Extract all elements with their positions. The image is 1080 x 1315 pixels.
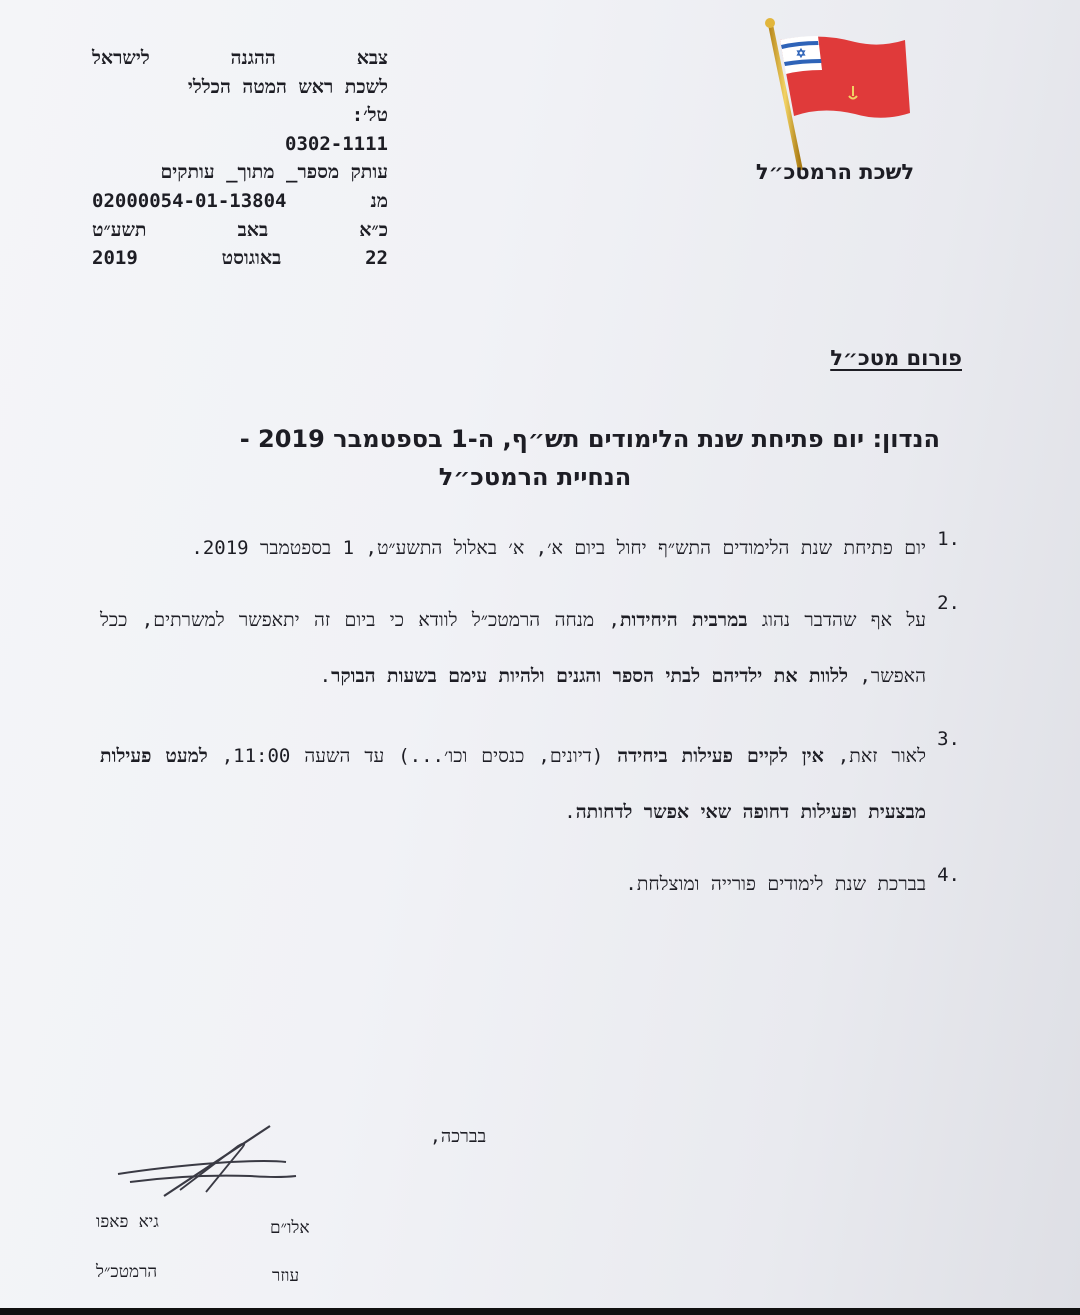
assistant-role: עוזר	[272, 1266, 300, 1286]
letterhead-row	[92, 244, 388, 273]
screen-bottom-edge	[0, 1308, 1080, 1315]
directive-item	[100, 592, 960, 704]
item-text	[100, 528, 926, 568]
item-text	[100, 864, 926, 904]
item-number: .3	[937, 728, 960, 750]
letterhead-cell-right: צבא	[356, 47, 388, 69]
directive-item	[100, 728, 960, 840]
letterhead-cell-mid: באוגוסט	[221, 247, 282, 270]
letterhead-text: 0302-1111	[285, 132, 388, 155]
letterhead-text: עותק מספר_ מתוך_ עותקים	[160, 161, 388, 184]
item-text-emphasis: במרבית היחידות	[619, 609, 748, 631]
item-number: .2	[937, 592, 960, 614]
letterhead-cell-right: 22	[365, 247, 388, 270]
item-text-run: לאור זאת,	[823, 745, 926, 767]
letterhead-row	[92, 216, 388, 245]
item-text-run: על אף שהדבר נהוג	[747, 609, 926, 631]
letterhead-cell-left: 02000054-01-13804	[92, 189, 287, 212]
letterhead-row	[92, 73, 388, 102]
recipient-line: פורום מטכ״ל	[830, 346, 962, 370]
item-text-run: .	[319, 665, 332, 687]
letterhead-row	[92, 44, 388, 73]
item-number: .4	[937, 864, 960, 886]
handwritten-signature	[110, 1118, 310, 1208]
assistant-rank: אלו״ם	[270, 1218, 310, 1238]
letterhead-cell-left: תשע״ט	[92, 218, 147, 241]
letterhead-cell-left: 2019	[92, 247, 138, 270]
letterhead-cell-mid: ההגנה	[230, 47, 276, 69]
directive-item	[100, 528, 960, 568]
directive-item	[100, 864, 960, 904]
item-text-run: (דיונים, כנסים וכו׳...) עד השעה 11:00,	[207, 745, 618, 767]
letterhead-row	[92, 101, 388, 130]
closing-greeting: בברכה,	[430, 1126, 487, 1147]
letterhead-row	[92, 158, 388, 187]
subject-line-1: הנדון: יום פתיחת שנת הלימודים תש״ף, ה-1 בספטמבר 2019 -	[239, 425, 940, 453]
letterhead-row	[92, 187, 388, 216]
item-text	[100, 728, 926, 840]
signatory-name: גיא פאפו	[96, 1212, 159, 1232]
item-text	[100, 592, 926, 704]
item-number: .1	[937, 528, 960, 550]
idf-flag-icon	[760, 18, 920, 178]
letterhead-text: לשכת ראש המטה הכללי	[187, 75, 388, 98]
subject-line-2: הנחיית הרמטכ״ל	[438, 463, 632, 491]
item-text-run: , מנחה הרמטכ״ל לוודא כי ביום זה יתאפשר למשרתים, ככל האפשר,	[100, 609, 926, 687]
item-text-emphasis: למעט פעילות מבצעית ופעילות דחופה שאי אפשר לדחותה	[100, 745, 926, 823]
item-text-emphasis: ללוות את ילדיהם לבתי הספר והגנים ולהיות עימם בשעות הבוקר	[331, 665, 849, 687]
item-text-run: .	[564, 801, 576, 823]
letterhead-cell-right: כ״א	[359, 218, 388, 241]
letterhead-row	[92, 130, 388, 159]
signatory-title: הרמטכ״ל	[96, 1262, 158, 1282]
item-text-run: יום פתיחת שנת הלימודים התש״ף יחול ביום א׳, א׳ באלול התשע״ט, 1 בספטמבר 2019.	[191, 537, 926, 559]
directive-list	[100, 528, 960, 928]
item-text-run: בברכת שנת לימודים פורייה ומוצלחת.	[625, 873, 926, 895]
letterhead-cell-left: לישראל	[92, 47, 150, 69]
letterhead-text: טל׳:	[351, 104, 388, 127]
letterhead-details	[92, 44, 388, 273]
letterhead-cell-mid: באב	[237, 218, 269, 241]
subject-heading	[120, 420, 940, 496]
org-name: לשכת הרמטכ״ל	[755, 160, 915, 184]
letterhead-cell-right: מנ	[370, 189, 388, 212]
item-text-emphasis: אין לקיים פעילות ביחידה	[617, 745, 824, 767]
